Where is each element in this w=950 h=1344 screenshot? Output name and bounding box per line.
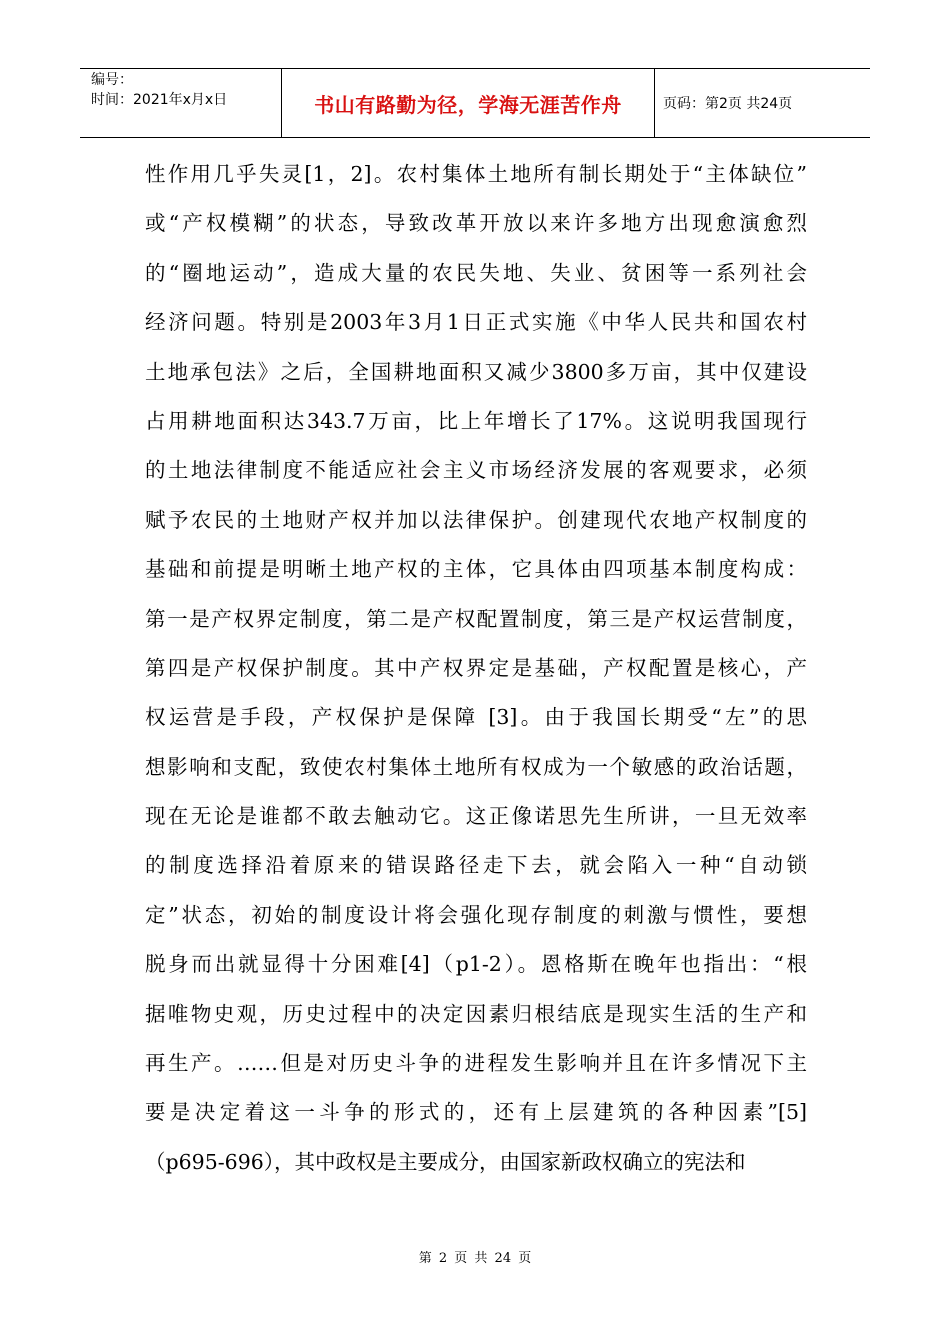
text-line: 脱身而出就显得十分困难[4]（p1-2）。恩格斯在晚年也指出：“根	[145, 952, 807, 977]
text-line: 或“产权模糊”的状态，导致改革开放以来许多地方出现愈演愈烈	[145, 211, 807, 236]
number-label: 编号：	[91, 72, 133, 88]
text-line: 性作用几乎失灵[1，2]。农村集体土地所有制长期处于“主体缺位”	[145, 162, 807, 186]
text-line: 经济问题。特别是2003年3月1日正式实施《中华人民共和国农村	[145, 310, 807, 335]
text-line: 现在无论是谁都不敢去触动它。这正像诺思先生所讲，一旦无效率	[145, 804, 807, 829]
motto-text: 书山有路勤为径，学海无涯苦作舟	[314, 92, 622, 117]
header-motto-cell	[282, 69, 655, 137]
body-text	[145, 150, 807, 1187]
text-line: 基础和前提是明晰土地产权的主体，它具体由四项基本制度构成：	[145, 557, 807, 582]
date-label: 时间：2021年x月x日	[91, 92, 228, 108]
text-line: （p695-696），其中政权是主要成分，由国家新政权确立的宪法和	[145, 1149, 746, 1174]
text-line: 再生产。……但是对历史斗争的进程发生影响并且在许多情况下主	[145, 1051, 807, 1076]
text-line: 赋予农民的土地财产权并加以法律保护。创建现代农地产权制度的	[145, 507, 807, 532]
text-line: 要是决定着这一斗争的形式的，还有上层建筑的各种因素”[5]	[145, 1100, 807, 1125]
text-line: 第四是产权保护制度。其中产权界定是基础，产权配置是核心，产	[145, 655, 807, 680]
text-line: 第一是产权界定制度，第二是产权配置制度，第三是产权运营制度，	[145, 606, 807, 631]
text-line: 定”状态，初始的制度设计将会强化现存制度的刺激与惯性，要想	[145, 902, 807, 927]
header-page-cell	[655, 69, 870, 137]
text-line: 想影响和支配，致使农村集体土地所有权成为一个敏感的政治话题，	[145, 754, 807, 779]
text-line: 的“圈地运动”，造成大量的农民失地、失业、贫困等一系列社会	[145, 260, 807, 285]
text-line: 土地承包法》之后，全国耕地面积又减少3800多万亩，其中仅建设	[145, 359, 807, 384]
text-line: 占用耕地面积达343.7万亩，比上年增长了17%。这说明我国现行	[145, 408, 807, 433]
text-line: 的土地法律制度不能适应社会主义市场经济发展的客观要求，必须	[145, 458, 807, 483]
document-header	[80, 68, 870, 138]
text-line: 权运营是手段，产权保护是保障 [3]。由于我国长期受“左”的思	[145, 705, 807, 730]
page-info: 页码：第2页 共24页	[663, 96, 793, 112]
page-footer: 第 2 页 共 24 页	[418, 1251, 532, 1266]
header-meta	[80, 69, 282, 137]
text-line: 的制度选择沿着原来的错误路径走下去，就会陷入一种“自动锁	[145, 853, 807, 878]
text-line: 据唯物史观，历史过程中的决定因素归根结底是现实生活的生产和	[145, 1001, 807, 1026]
